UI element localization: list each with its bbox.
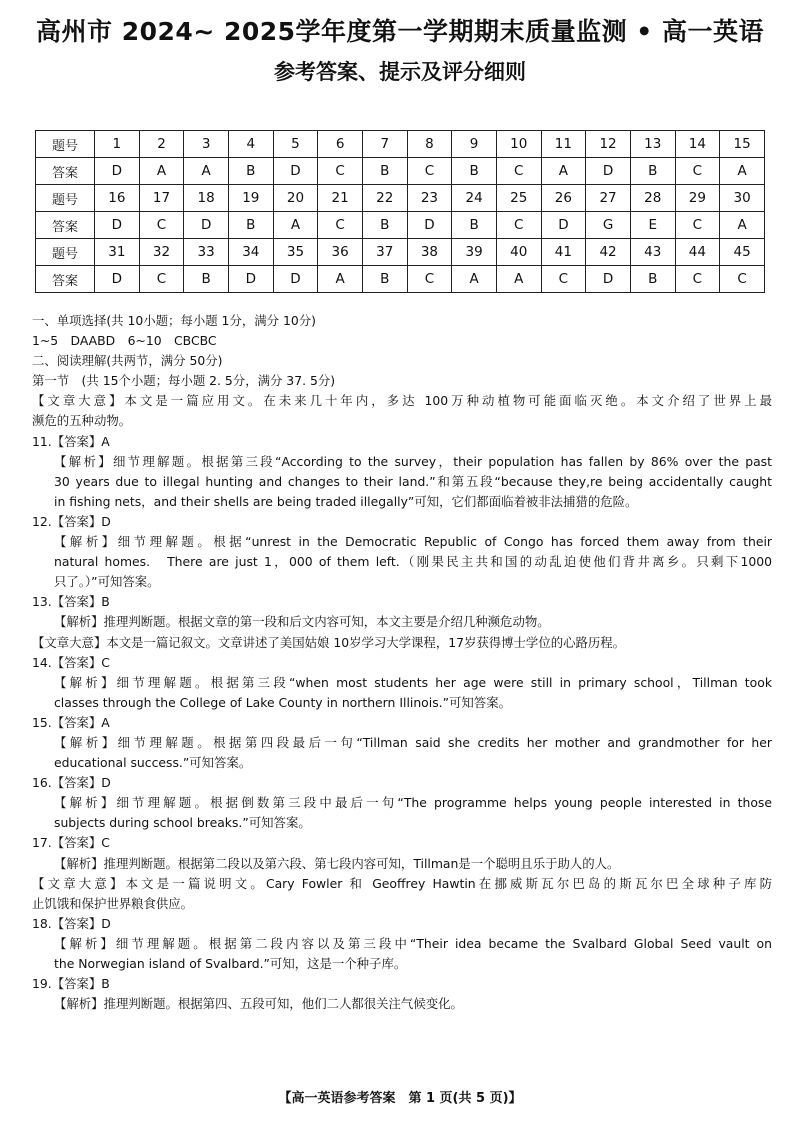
answer-cell: D (228, 266, 273, 293)
answer-cell: A (318, 266, 363, 293)
question-number-cell: 35 (273, 239, 318, 266)
text-line: 二、阅读理解(共两节，满分 50分) (32, 353, 223, 369)
answer-cell: C (720, 266, 765, 293)
text-line: 15.【答案】A (32, 714, 110, 730)
answer-row (36, 266, 765, 293)
answer-cell: C (496, 158, 541, 185)
answer-cell: B (228, 212, 273, 239)
question-number-cell: 3 (184, 131, 229, 158)
answer-cell: B (630, 266, 675, 293)
answer-cell: D (184, 212, 229, 239)
text-line: 【解析】细节理解题。根据倒数第三段中最后一句“The programme helps young people interested in those (54, 795, 772, 811)
text-line: 11.【答案】A (32, 433, 110, 449)
answer-cell: A (720, 212, 765, 239)
answer-cell: D (541, 212, 586, 239)
answer-cell: C (496, 212, 541, 239)
answer-cell: D (407, 212, 452, 239)
question-number-cell: 12 (586, 131, 631, 158)
text-line: 【解析】细节理解题。根据第三段“According to the survey，their population has fallen by 86% over the past (54, 453, 772, 469)
text-line: the Norwegian island of Svalbard.”可知，这是一个种子库。 (54, 956, 407, 971)
text-line: 30 years due to illegal hunting and changes to their land.”和第五段“because they,re being accidentally caught (54, 473, 772, 489)
page-title: 高州市 2024~ 2025学年度第一学期期末质量监测 • 高一英语 (36, 17, 764, 46)
question-number-cell: 31 (95, 239, 140, 266)
text-line: 14.【答案】C (32, 654, 110, 670)
answer-cell: A (273, 212, 318, 239)
question-number-row (36, 185, 765, 212)
question-number-cell: 36 (318, 239, 363, 266)
question-number-cell: 14 (675, 131, 720, 158)
answer-cell: G (586, 212, 631, 239)
answer-cell: D (95, 266, 140, 293)
question-number-cell: 1 (95, 131, 140, 158)
question-number-cell: 13 (630, 131, 675, 158)
text-line: 【解析】细节理解题。根据第四段最后一句“Tillman said she credits her mother and grandmother for her (54, 734, 772, 750)
text-line: 【文章大意】本文是一篇说明文。Cary Fowler 和 Geoffrey Hawtin在挪威斯瓦尔巴岛的斯瓦尔巴全球种子库防 (32, 875, 772, 891)
text-line: 13.【答案】B (32, 594, 110, 610)
answer-cell: D (95, 158, 140, 185)
question-number-cell: 22 (362, 185, 407, 212)
answer-cell: C (675, 212, 720, 239)
text-line: 17.【答案】C (32, 835, 110, 851)
question-number-cell: 25 (496, 185, 541, 212)
text-line: 【解析】推理判断题。根据第二段以及第六段、第七段内容可知，Tillman是一个聪明且乐于助人的人。 (54, 855, 620, 871)
question-number-row (36, 239, 765, 266)
text-line: 一、单项选择(共 10小题；每小题 1分，满分 10分) (32, 313, 316, 328)
answer-cell: B (362, 266, 407, 293)
answer-explanations (32, 311, 772, 1014)
answer-cell: A (452, 266, 497, 293)
page-subtitle: 参考答案、提示及评分细则 (274, 60, 526, 84)
question-number-cell: 32 (139, 239, 184, 266)
question-number-cell: 41 (541, 239, 586, 266)
answer-cell: C (675, 158, 720, 185)
question-number-cell: 7 (362, 131, 407, 158)
question-number-cell: 21 (318, 185, 363, 212)
answer-cell: C (541, 266, 586, 293)
question-number-cell: 10 (496, 131, 541, 158)
question-number-cell: 44 (675, 239, 720, 266)
question-number-cell: 6 (318, 131, 363, 158)
question-number-cell: 43 (630, 239, 675, 266)
answer-cell: B (228, 158, 273, 185)
question-number-cell: 24 (452, 185, 497, 212)
text-line: 【解析】推理判断题。根据文章的第一段和后文内容可知，本文主要是介绍几种濒危动物。 (54, 614, 550, 630)
answer-cell: A (184, 158, 229, 185)
question-number-cell: 30 (720, 185, 765, 212)
answer-cell: C (407, 266, 452, 293)
answer-cell: A (720, 158, 765, 185)
question-number-cell: 20 (273, 185, 318, 212)
question-number-cell: 17 (139, 185, 184, 212)
text-line: 1~5 DAABD 6~10 CBCBC (32, 333, 217, 349)
answer-cell: C (139, 212, 184, 239)
question-number-cell: 2 (139, 131, 184, 158)
question-number-cell: 23 (407, 185, 452, 212)
answer-cell: B (362, 212, 407, 239)
answer-cell: A (139, 158, 184, 185)
question-number-cell: 15 (720, 131, 765, 158)
row-label: 答案 (36, 266, 95, 293)
text-line: 【文章大意】本文是一篇应用文。在未来几十年内，多达 100万种动植物可能面临灭绝。本文介绍了世界上最 (32, 393, 772, 409)
text-line: 止饥饿和保护世界粮食供应。 (32, 895, 194, 911)
question-number-row (36, 131, 765, 158)
answer-row (36, 158, 765, 185)
question-number-cell: 16 (95, 185, 140, 212)
text-line: in fishing nets，and their shells are being traded illegally”可知，它们都面临着被非法捕猎的危险。 (54, 493, 638, 509)
answer-cell: B (452, 158, 497, 185)
answer-cell: E (630, 212, 675, 239)
row-label: 题号 (36, 239, 95, 266)
answer-cell: C (318, 212, 363, 239)
answer-cell: C (675, 266, 720, 293)
question-number-cell: 33 (184, 239, 229, 266)
text-line: 【解析】细节理解题。根据第二段内容以及第三段中“Their idea became the Svalbard Global Seed vault on (54, 935, 772, 951)
answer-cell: B (630, 158, 675, 185)
row-label: 答案 (36, 212, 95, 239)
answer-cell: B (362, 158, 407, 185)
question-number-cell: 8 (407, 131, 452, 158)
question-number-cell: 18 (184, 185, 229, 212)
text-line: 【解析】细节理解题。根据第三段“when most students her age were still in primary school，Tillman took (54, 674, 772, 690)
answer-cell: D (273, 266, 318, 293)
text-line: 18.【答案】D (32, 915, 111, 931)
question-number-cell: 9 (452, 131, 497, 158)
answer-table (35, 130, 765, 293)
answer-cell: A (496, 266, 541, 293)
answer-cell: D (95, 212, 140, 239)
text-line: 16.【答案】D (32, 775, 111, 791)
row-label: 答案 (36, 158, 95, 185)
answer-cell: D (586, 266, 631, 293)
question-number-cell: 37 (362, 239, 407, 266)
question-number-cell: 27 (586, 185, 631, 212)
answer-cell: C (139, 266, 184, 293)
answer-cell: B (184, 266, 229, 293)
text-line: 【解析】推理判断题。根据第四、五段可知，他们二人都很关注气候变化。 (54, 996, 463, 1012)
text-line: 【文章大意】本文是一篇记叙文。文章讲述了美国姑娘 10岁学习大学课程，17岁获得博士学位的心路历程。 (32, 634, 626, 650)
text-line: 只了。）”可知答案。 (54, 574, 160, 590)
question-number-cell: 45 (720, 239, 765, 266)
answer-cell: A (541, 158, 586, 185)
answer-cell: C (407, 158, 452, 185)
text-line: natural homes. There are just 1，000 of them left.（刚果民主共和国的动乱迫使他们背井离乡。只剩下1000 (54, 554, 772, 570)
answer-cell: D (273, 158, 318, 185)
text-line: 12.【答案】D (32, 513, 111, 529)
question-number-cell: 11 (541, 131, 586, 158)
question-number-cell: 34 (228, 239, 273, 266)
answer-cell: D (586, 158, 631, 185)
text-line: subjects during school breaks.”可知答案。 (54, 815, 311, 831)
question-number-cell: 29 (675, 185, 720, 212)
answer-cell: C (318, 158, 363, 185)
row-label: 题号 (36, 131, 95, 158)
question-number-cell: 40 (496, 239, 541, 266)
question-number-cell: 26 (541, 185, 586, 212)
question-number-cell: 38 (407, 239, 452, 266)
question-number-cell: 19 (228, 185, 273, 212)
text-line: educational success.”可知答案。 (54, 755, 252, 771)
text-line: 第一节 (共 15个小题；每小题 2. 5分，满分 37. 5分) (32, 373, 336, 389)
answer-row (36, 212, 765, 239)
question-number-cell: 5 (273, 131, 318, 158)
answer-cell: B (452, 212, 497, 239)
text-line: 【解析】细节理解题。根据“unrest in the Democratic Republic of Congo has forced them away from their (54, 534, 772, 550)
row-label: 题号 (36, 185, 95, 212)
question-number-cell: 42 (586, 239, 631, 266)
text-line: 濒危的五种动物。 (32, 413, 132, 429)
text-line: classes through the College of Lake County in northern Illinois.”可知答案。 (54, 694, 511, 710)
question-number-cell: 28 (630, 185, 675, 212)
question-number-cell: 39 (452, 239, 497, 266)
text-line: 19.【答案】B (32, 976, 110, 992)
question-number-cell: 4 (228, 131, 273, 158)
page-footer: 【高一英语参考答案 第 1 页(共 5 页)】 (278, 1091, 522, 1106)
